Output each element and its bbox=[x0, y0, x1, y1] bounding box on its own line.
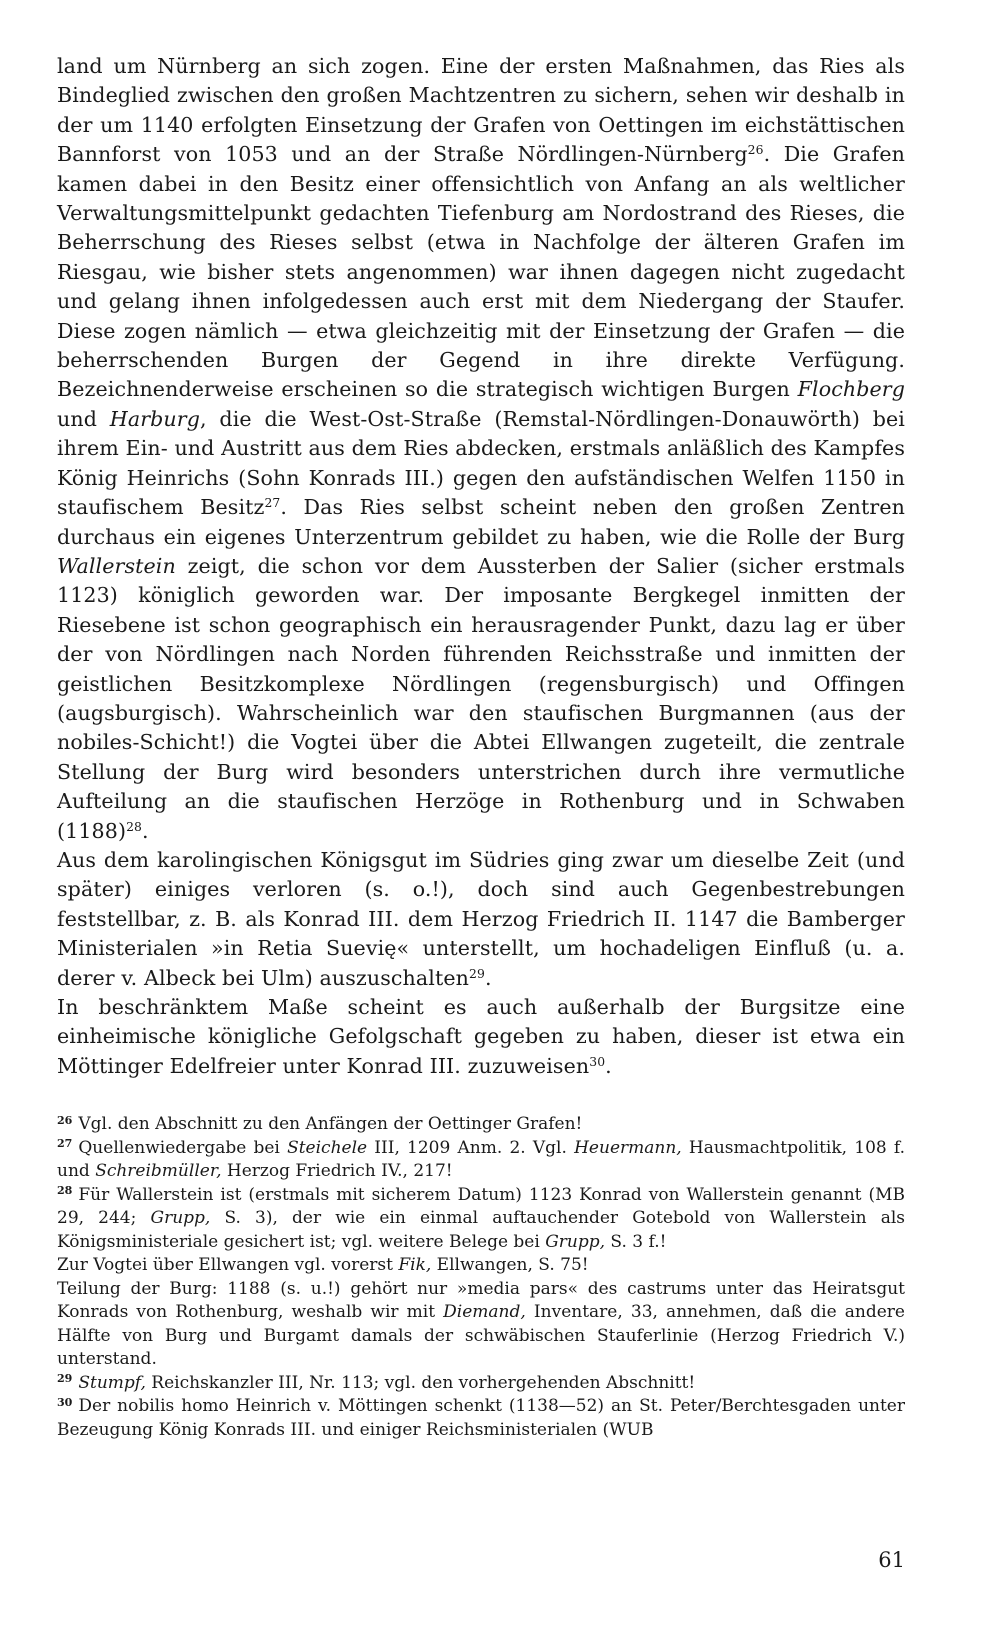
page-number: 61 bbox=[878, 1548, 905, 1572]
footnote-ref: 28 bbox=[126, 819, 143, 834]
italic-author: Steichele bbox=[287, 1137, 368, 1158]
italic-author: Grupp, bbox=[545, 1231, 606, 1252]
footnote-text: Quellenwiedergabe bei bbox=[78, 1137, 288, 1158]
text-run: . bbox=[142, 818, 149, 843]
footnote-ref: 29 bbox=[469, 966, 485, 981]
footnote-text: III, 1209 Anm. 2. Vgl. bbox=[367, 1137, 575, 1158]
book-page bbox=[57, 52, 905, 1618]
footnote-text: Der nobilis homo Heinrich v. Möttingen schenkt (1138—52) an St. Peter/Berchtesgaden unter Bezeugung König Konrads III. und einiger Reichsministerialen (WUB bbox=[57, 1396, 905, 1440]
text-run: . Das Ries selbst scheint neben den großen Zentren durchaus ein eigenes Unterzentrum gebildet zu haben, wie die Rolle der Burg bbox=[57, 495, 905, 549]
footnote-text: S. 3), der wie ein einmal auftauchender Gotebold von Wallerstein als Königsministeriale gesichert ist; vgl. weitere Belege bei bbox=[57, 1208, 906, 1252]
italic-name: Flochberg bbox=[797, 377, 905, 402]
footnote-29 bbox=[57, 1372, 905, 1396]
italic-author: Stumpf, bbox=[78, 1372, 146, 1393]
text-run: und bbox=[57, 406, 110, 431]
italic-author: Schreibmüller, bbox=[95, 1161, 222, 1182]
footnote-text: Für Wallerstein ist (erstmals mit sicherem Datum) 1123 Konrad von Wallerstein genannt (MB 29, 244; bbox=[57, 1184, 905, 1229]
footnote-number: 30 bbox=[57, 1395, 73, 1409]
footnote-text: Ellwangen, S. 75! bbox=[431, 1255, 589, 1276]
footnote-28 bbox=[57, 1184, 905, 1255]
italic-author: Fik, bbox=[398, 1255, 432, 1276]
text-run: . Die Grafen kamen dabei in den Besitz einer offensichtlich von Anfang an als weltlicher Verwaltungsmittelpunkt gedachten Tiefenburg am Nordostrand des Rieses, die Beherrschung des Rieses selbst (etwa in Nachfolge der älteren Grafen im Riesgau, wie bisher stets angenommen) war ihnen dagegen nicht zugedacht und gelang ihnen infolgedessen auch erst mit dem Niedergang der Staufer. Diese zogen nämlich — etwa gleichzeitig mit der Einsetzung der Grafen — die beherrschenden Burgen der Gegend in ihre direkte Verfügung. Bezeichnenderweise erscheinen so die strategisch wichtigen Burgen bbox=[57, 142, 905, 402]
footnote-number: 27 bbox=[57, 1137, 73, 1151]
text-run: . bbox=[605, 1053, 612, 1078]
paragraph-3 bbox=[57, 993, 905, 1081]
paragraph-1 bbox=[57, 52, 905, 846]
footnote-text: Teilung der Burg: 1188 (s. u.!) gehört nur »media pars« des castrums unter das Heiratsgut Konrads von Rothenburg, weshalb wir mit bbox=[57, 1278, 905, 1323]
footnote-ref: 26 bbox=[747, 143, 764, 158]
text-run: Aus dem karolingischen Königsgut im Südries ging zwar um dieselbe Zeit (und später) einiges verloren (s. o.!), doch sind auch Gegenbestrebungen feststellbar, z. B. als Konrad III. dem Herzog Friedrich II. 1147 die Bamberger Ministerialen »in Retia Suevię« unterstellt, um hochadeligen Einfluß (u. a. derer v. Albeck bei Ulm) auszuschalten bbox=[57, 847, 905, 990]
footnote-text: Zur Vogtei über Ellwangen vgl. vorerst bbox=[57, 1255, 399, 1276]
footnote-27 bbox=[57, 1137, 905, 1184]
italic-author: Diemand, bbox=[443, 1302, 526, 1323]
text-run: land um Nürnberg an sich zogen. Eine der ersten Maßnahmen, das Ries als Bindeglied zwischen den großen Machtzentren zu sichern, sehen wir deshalb in der um 1140 erfolgten Einsetzung der Grafen von Oettingen im eichstättischen Bannforst von 1053 und an der Straße Nördlingen-Nürnberg bbox=[57, 54, 905, 167]
main-text bbox=[57, 52, 905, 1081]
footnote-28-continued-2 bbox=[57, 1278, 905, 1372]
footnote-ref: 27 bbox=[264, 496, 281, 511]
footnote-text: Vgl. den Abschnitt zu den Anfängen der Oettinger Grafen! bbox=[78, 1114, 583, 1135]
footnote-28-continued-1 bbox=[57, 1254, 905, 1278]
footnote-number: 29 bbox=[57, 1372, 73, 1386]
text-run: , die die West-Ost-Straße (Remstal-Nördlingen-Donauwörth) bei ihrem Ein- und Austritt aus dem Ries abdecken, erstmals anläßlich des Kampfes König Heinrichs (Sohn Konrads III.) gegen den aufständischen Welfen 1150 in staufischem Besitz bbox=[57, 406, 905, 520]
paragraph-2 bbox=[57, 846, 905, 993]
footnote-text: Reichskanzler III, Nr. 113; vgl. den vorhergehenden Abschnitt! bbox=[145, 1372, 696, 1393]
text-run: In beschränktem Maße scheint es auch außerhalb der Burgsitze eine einheimische königliche Gefolgschaft gegeben zu haben, dieser ist etwa ein Möttinger Edelfreier unter Konrad III. zuzuweisen bbox=[57, 995, 905, 1078]
footnote-ref: 30 bbox=[589, 1055, 606, 1070]
footnote-number: 26 bbox=[57, 1113, 73, 1127]
footnotes bbox=[57, 1113, 905, 1442]
footnote-text: S. 3 f.! bbox=[605, 1231, 667, 1252]
italic-author: Heuermann, bbox=[574, 1137, 682, 1158]
footnote-26 bbox=[57, 1113, 905, 1137]
text-run: zeigt, die schon vor dem Aussterben der Salier (sicher erstmals 1123) königlich geworden war. Der imposante Bergkegel inmitten der Riesebene ist schon geographisch ein herausragender Punkt, dazu lag er über der von Nördlingen nach Norden führenden Reichsstraße und inmitten der geistlichen Besitzkomplexe Nördlingen (regensburgisch) und Offingen (augsburgisch). Wahrscheinlich war den staufischen Burgmannen (aus der nobiles-Schicht!) die Vogtei über die Abtei Ellwangen zugeteilt, die zentrale Stellung der Burg wird besonders unterstrichen durch ihre vermutliche Aufteilung an die staufischen Herzöge in Rothenburg und in Schwaben (1188) bbox=[57, 553, 905, 843]
italic-author: Grupp, bbox=[150, 1208, 211, 1229]
italic-name: Harburg bbox=[109, 406, 201, 431]
footnote-text: Herzog Friedrich IV., 217! bbox=[221, 1161, 453, 1182]
footnote-text: Hausmachtpolitik, 108 f. und bbox=[57, 1137, 905, 1182]
text-run: . bbox=[484, 965, 492, 990]
italic-name: Wallerstein bbox=[57, 553, 176, 578]
footnote-text: Inventare, 33, annehmen, daß die andere Hälfte von Burg und Burgamt damals der schwäbischen Stauferlinie (Herzog Friedrich V.) unterstand. bbox=[57, 1302, 905, 1370]
footnote-30 bbox=[57, 1395, 905, 1442]
footnote-number: 28 bbox=[57, 1184, 73, 1198]
